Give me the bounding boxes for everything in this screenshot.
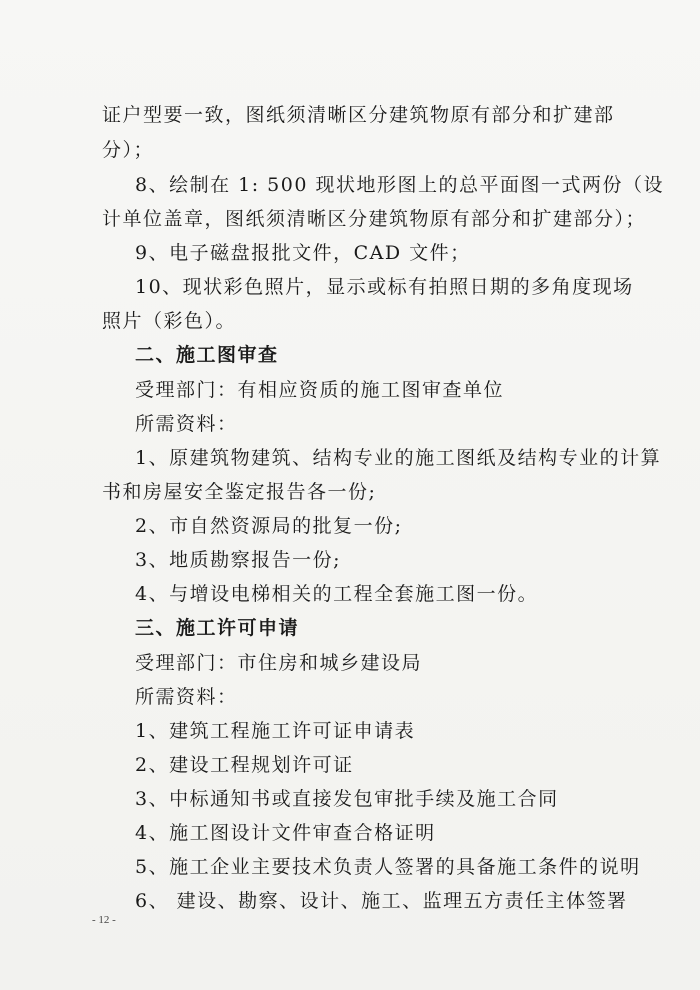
list-item: 2、建设工程规划许可证 [135, 754, 354, 776]
text-line: 照片（彩色）。 [102, 310, 237, 332]
list-item: 8、绘制在 1: 500 现状地形图上的总平面图一式两份（设 [135, 174, 664, 196]
text-line: 受理部门：有相应资质的施工图审查单位 [135, 379, 505, 401]
list-item: 5、施工企业主要技术负责人签署的具备施工条件的说明 [135, 856, 641, 878]
list-item: 3、地质勘察报告一份; [135, 549, 341, 571]
text-line: 受理部门：市住房和城乡建设局 [135, 652, 423, 674]
page-number: - 12 - [92, 914, 116, 926]
text-line: 所需资料： [135, 413, 238, 435]
list-item: 9、电子磁盘报批文件，CAD 文件； [135, 242, 471, 264]
text-line: 分）； [102, 139, 155, 161]
list-item: 10、现状彩色照片，显示或标有拍照日期的多角度现场 [135, 276, 634, 298]
section-heading: 三、施工许可申请 [135, 617, 300, 639]
list-item: 1、原建筑物建筑、结构专业的施工图纸及结构专业的计算 [135, 447, 662, 469]
list-item: 6、 建设、勘察、设计、施工、监理五方责任主体签署 [135, 890, 628, 912]
list-item: 2、市自然资源局的批复一份; [135, 515, 403, 537]
text-line: 所需资料： [135, 686, 238, 708]
list-item: 1、建筑工程施工许可证申请表 [135, 720, 416, 742]
section-heading: 二、施工图审查 [135, 344, 279, 366]
list-item: 4、施工图设计文件审查合格证明 [135, 822, 436, 844]
text-line: 书和房屋安全鉴定报告各一份; [102, 481, 377, 503]
text-line: 证户型要一致，图纸须清晰区分建筑物原有部分和扩建部 [102, 104, 615, 126]
text-line: 计单位盖章，图纸须清晰区分建筑物原有部分和扩建部分）； [102, 208, 647, 230]
list-item: 3、中标通知书或直接发包审批手续及施工合同 [135, 788, 559, 810]
list-item: 4、与增设电梯相关的工程全套施工图一份。 [135, 583, 539, 605]
